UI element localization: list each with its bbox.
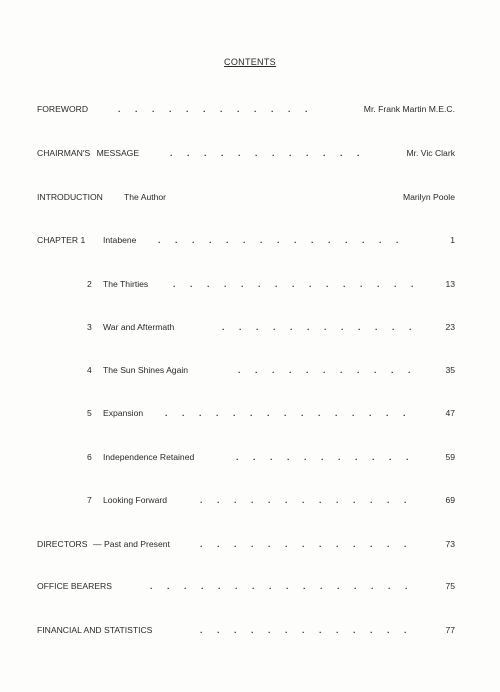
chapter-title: War and Aftermath — [103, 322, 175, 332]
toc-entry-chapter — [0, 277, 500, 291]
chapter-number: 3 — [87, 322, 92, 332]
entry-label: INTRODUCTION — [37, 192, 103, 202]
entry-label: FINANCIAL AND STATISTICS — [37, 625, 153, 635]
dot-leader: . . . . . . . . . . . — [236, 452, 409, 462]
chapter-title: The Sun Shines Again — [103, 365, 189, 375]
entry-author: Mr. Frank Martin M.E.C. — [363, 104, 455, 114]
toc-entry-chapter — [0, 363, 500, 377]
dot-leader: . . . . . . . . . . . . . — [200, 539, 407, 549]
chapter-page: 47 — [445, 408, 455, 418]
entry-label: FOREWORD — [37, 104, 89, 114]
entry-author: Marilyn Poole — [402, 192, 455, 202]
toc-entry-directors — [0, 537, 500, 551]
dot-leader: . . . . . . . . . . . . . . . . — [150, 581, 408, 591]
toc-entry-chairman — [0, 146, 500, 160]
chapter-title: Intabene — [103, 235, 137, 245]
entry-page: 75 — [445, 581, 455, 591]
toc-entry-financial — [0, 623, 500, 637]
chapter-page: 69 — [445, 495, 455, 505]
dot-leader: . . . . . . . . . . . . . . . — [158, 235, 399, 245]
chapter-page: 59 — [445, 452, 455, 462]
dot-leader: . . . . . . . . . . . . — [222, 322, 412, 332]
chapter-page: 35 — [445, 365, 455, 375]
entry-label: DIRECTORS — [37, 539, 88, 549]
chapter-number: 5 — [87, 408, 92, 418]
dot-leader: . . . . . . . . . . . . . — [200, 495, 407, 505]
chapter-number: 4 — [87, 365, 92, 375]
chapter-title: The Thirties — [103, 279, 149, 289]
dot-leader: . . . . . . . . . . . . . — [200, 625, 407, 635]
dot-leader: . . . . . . . . . . . . . . . — [173, 279, 414, 289]
entry-page: 77 — [445, 625, 455, 635]
chapter-number: CHAPTER 1 — [37, 235, 86, 245]
toc-entry-chapter — [0, 493, 500, 507]
toc-entry-chapter — [0, 450, 500, 464]
chapter-title: Independence Retained — [103, 452, 195, 462]
dot-leader: . . . . . . . . . . . . — [170, 148, 360, 158]
entry-author: Mr. Vic Clark — [406, 148, 455, 158]
toc-entry-chapter — [0, 406, 500, 420]
chapter-title: Looking Forward — [103, 495, 168, 505]
entry-label: OFFICE BEARERS — [37, 581, 112, 591]
dot-leader: . . . . . . . . . . . . — [118, 104, 308, 114]
entry-sublabel: — Past and Present — [93, 539, 170, 549]
toc-entry-introduction — [0, 190, 500, 204]
toc-entry-chapter — [0, 320, 500, 334]
entry-page: 73 — [445, 539, 455, 549]
chapter-number: 6 — [87, 452, 92, 462]
chapter-page: 23 — [445, 322, 455, 332]
chapter-number: 7 — [87, 495, 92, 505]
entry-label: CHAIRMAN'S MESSAGE — [37, 148, 140, 158]
dot-leader: . . . . . . . . . . . — [238, 365, 411, 375]
dot-leader: . . . . . . . . . . . . . . . — [165, 408, 406, 418]
entry-sublabel: The Author — [124, 192, 167, 202]
chapter-number: 2 — [87, 279, 92, 289]
chapter-page: 1 — [450, 235, 455, 245]
contents-heading: CONTENTS — [224, 57, 276, 67]
chapter-title: Expansion — [103, 408, 144, 418]
chapter-page: 13 — [445, 279, 455, 289]
toc-entry-chapter — [0, 233, 500, 247]
toc-entry-office-bearers — [0, 579, 500, 593]
toc-entry-foreword — [0, 102, 500, 116]
